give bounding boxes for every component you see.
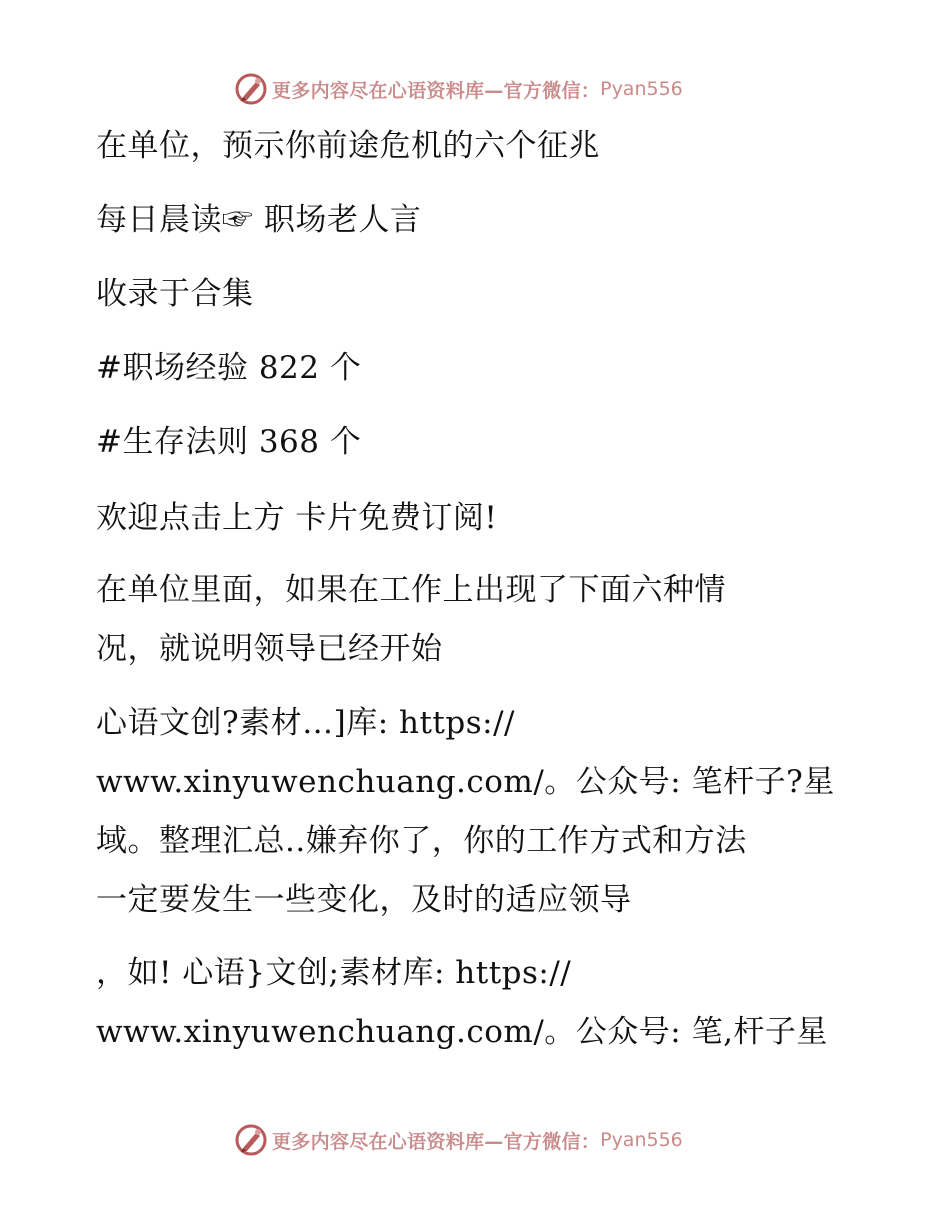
footer-wechat-id: Pyan556 [600, 1129, 683, 1151]
footer-banner-text: 更多内容尽在心语资料库—官方微信： [272, 1130, 601, 1153]
document-line: 欢迎点击上方 卡片免费订阅! [96, 500, 498, 536]
document-line: 每日晨读☞ 职场老人言 [96, 202, 422, 238]
document-line: #职场经验 822 个 [96, 350, 362, 386]
footer-banner [234, 1123, 683, 1157]
document-line: www.xinyuwenchuang.com/。公众号: 笔杆子?星 [96, 764, 835, 800]
document-line: 收录于合集 [96, 276, 254, 312]
document-line: 域。整理汇总..嫌弃你了，你的工作方式和方法 [96, 823, 747, 859]
pen-logo-icon [234, 72, 268, 106]
header-banner-text: 更多内容尽在心语资料库—官方微信： [272, 79, 601, 102]
header-wechat-id: Pyan556 [600, 78, 683, 100]
document-title: 在单位，预示你前途危机的六个征兆 [96, 128, 600, 164]
document-line: #生存法则 368 个 [96, 424, 362, 460]
document-line: 心语文创?素材…]库: https:// [96, 705, 515, 741]
header-banner [234, 72, 683, 106]
document-line: 一定要发生一些变化，及时的适应领导 [96, 882, 632, 918]
pen-logo-icon [234, 1123, 268, 1157]
document-line: 况，就说明领导已经开始 [96, 631, 443, 667]
document-line: 在单位里面，如果在工作上出现了下面六种情 [96, 572, 726, 608]
document-line: ，如! 心语}文创;素材库: https:// [96, 955, 572, 991]
document-line: www.xinyuwenchuang.com/。公众号: 笔,杆子星 [96, 1014, 828, 1050]
